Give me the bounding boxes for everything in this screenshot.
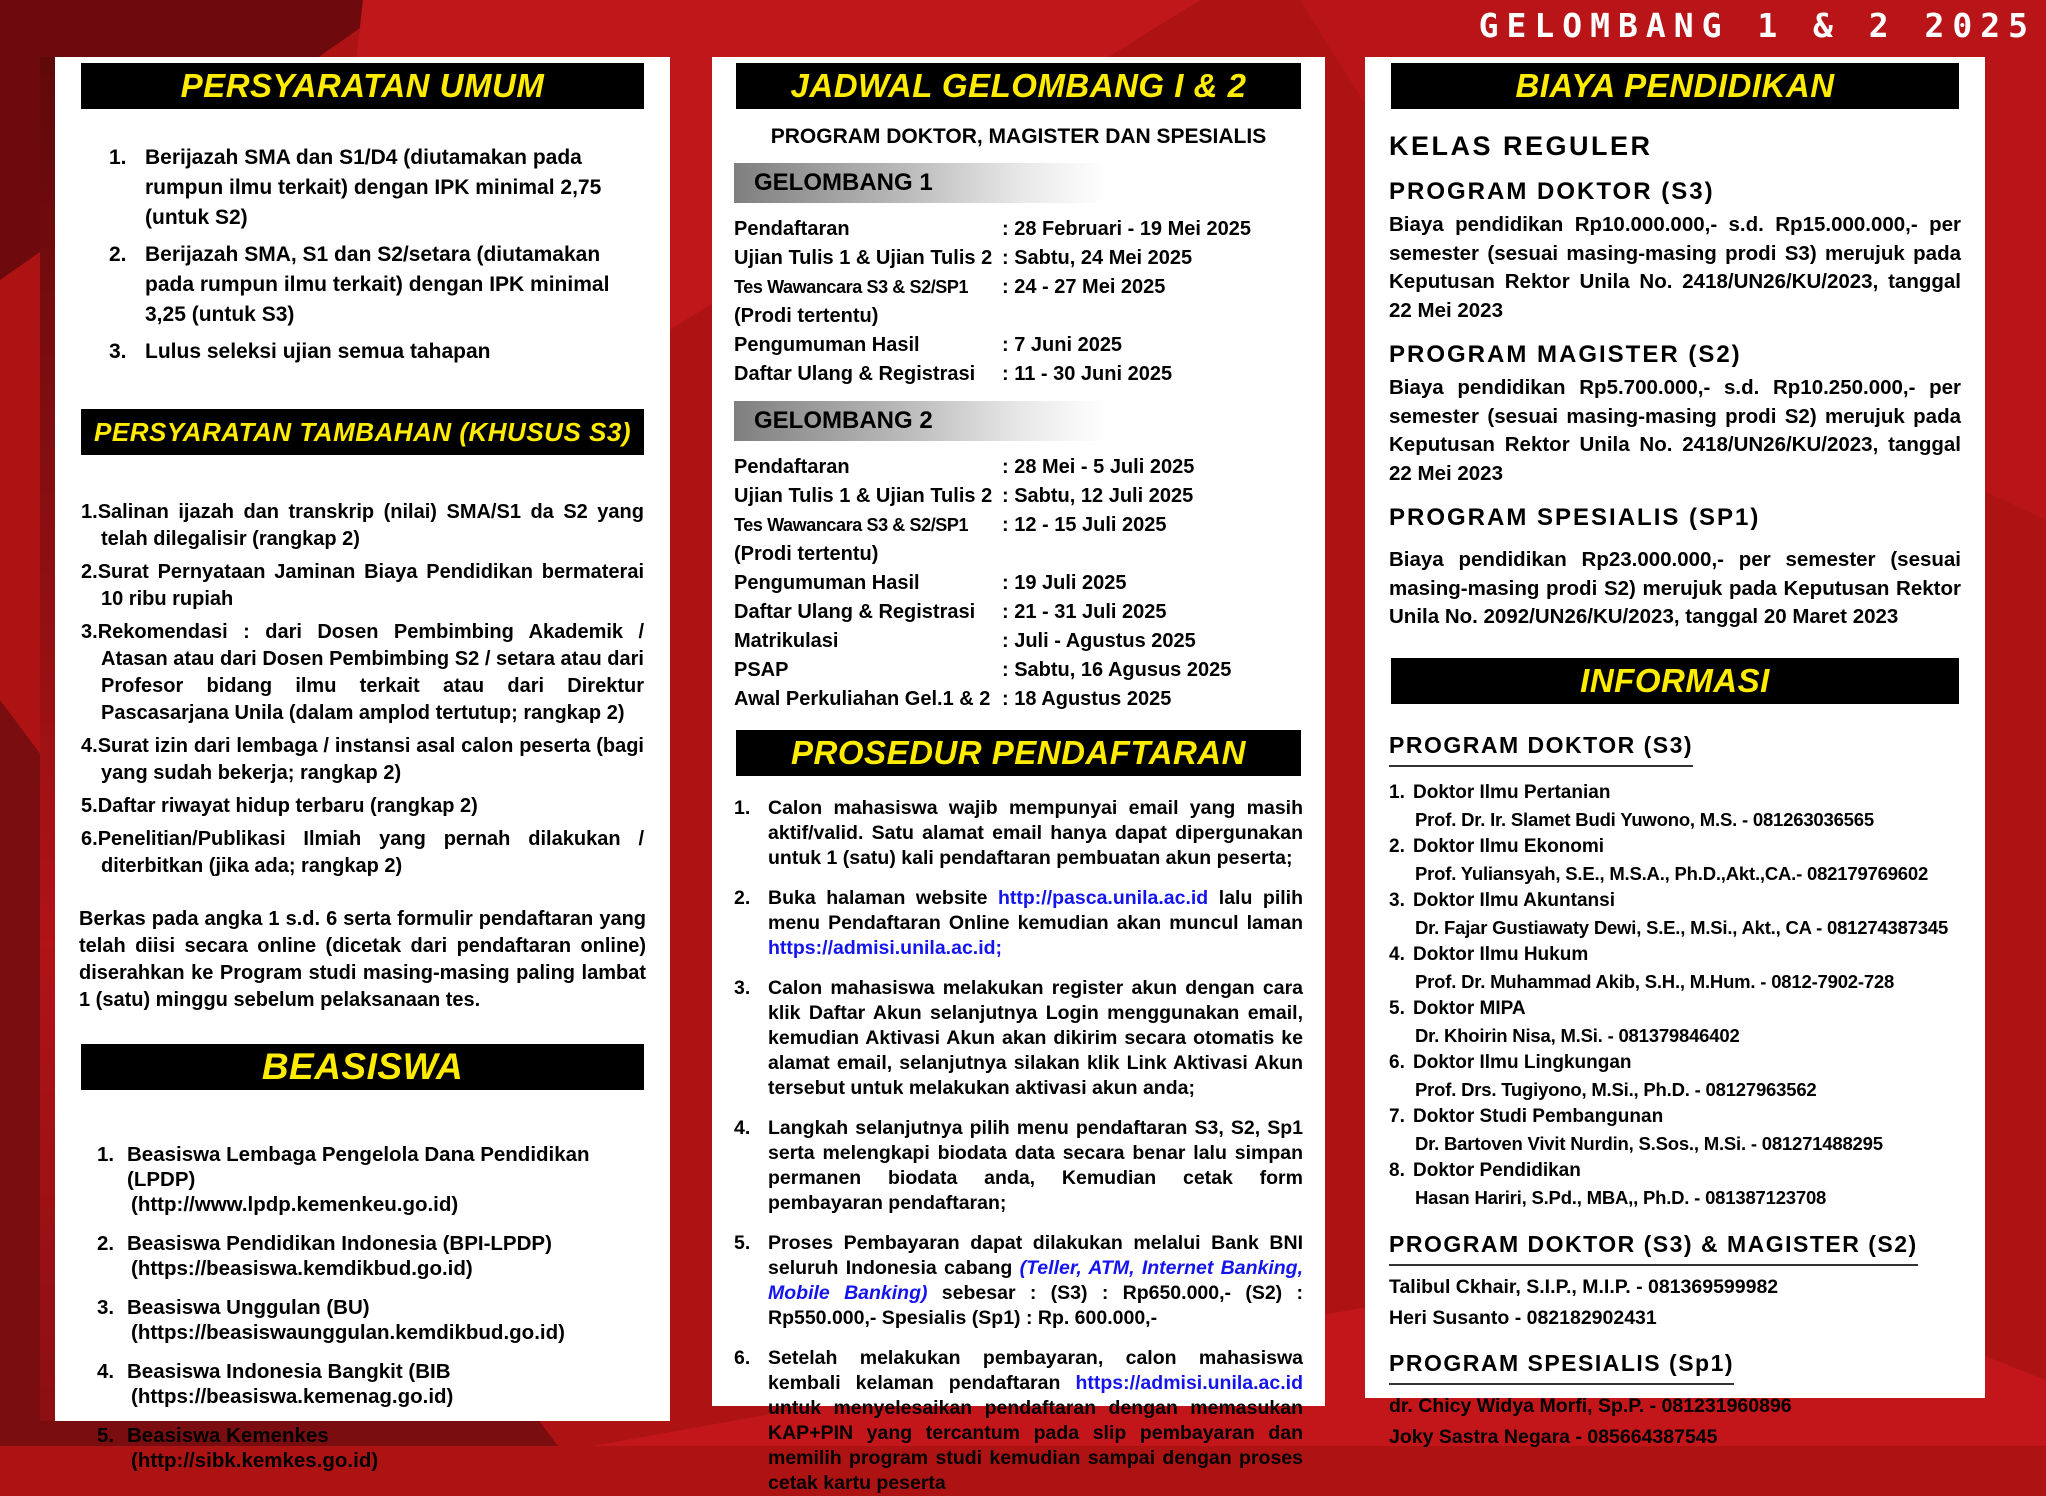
contact-entry [1389, 1157, 1961, 1211]
item-text: Doktor Ilmu Akuntansi [1413, 889, 1615, 911]
list-item [97, 1231, 646, 1281]
item-text: Beasiswa Unggulan (BU) [127, 1296, 370, 1319]
beasiswa-name [97, 1231, 646, 1256]
beasiswa-name [97, 1142, 646, 1192]
beasiswa-url: (https://beasiswaunggulan.kemdikbud.go.id) [131, 1321, 565, 1344]
section-title-biaya: BIAYA PENDIDIKAN [1391, 63, 1959, 109]
item-number: 4. [97, 1360, 115, 1383]
item-text: Beasiswa Kemenkes [127, 1424, 329, 1447]
item-number: 8. [1389, 1159, 1405, 1181]
section-title-jadwal: JADWAL GELOMBANG I & 2 [736, 63, 1301, 109]
item-text: Berijazah SMA, S1 dan S2/setara (diutamakan pada rumpun ilmu terkait) dengan IPK minimal 3,25 (untuk S3) [145, 243, 610, 326]
beasiswa-name [97, 1359, 646, 1384]
beasiswa-list [79, 1142, 646, 1473]
list-item [734, 886, 1303, 961]
row-value: : Sabtu, 24 Mei 2025 [1002, 247, 1193, 269]
contact-person: dr. Chicy Widya Morfi, Sp.P. - 081231960896 [1389, 1394, 1792, 1417]
text-segment: untuk menyelesaikan pendaftaran dengan memasukan KAP+PIN yang tercantum pada slip pembayaran dan memilih program studi kemudian sampai dengan proses cetak kartu peserta [768, 1397, 1303, 1494]
schedule-row [734, 685, 1303, 714]
item-number: 1. [734, 797, 751, 819]
list-item [109, 240, 632, 330]
item-number: 1. [97, 1143, 115, 1166]
item-number: 3. [734, 977, 751, 999]
item-number: 2. [97, 1232, 115, 1255]
row-label: Ujian Tulis 1 & Ujian Tulis 2 [734, 247, 993, 269]
beasiswa-url: (https://beasiswa.kemenag.go.id) [131, 1385, 454, 1408]
item-text: Penelitian/Publikasi Ilmiah yang pernah dilakukan / diterbitkan (jika ada; rangkap 2) [97, 828, 644, 877]
item-number: 5. [81, 795, 98, 817]
item-number: 1. [81, 501, 98, 523]
item-number: 3. [109, 340, 127, 363]
informasi-heading-doktor: PROGRAM DOKTOR (S3) [1389, 732, 1693, 767]
row-label [734, 511, 1002, 569]
list-item [109, 143, 632, 233]
item-number: 1. [1389, 781, 1405, 803]
schedule-row [734, 627, 1303, 656]
program-name [1389, 887, 1961, 914]
item-text: Lulus seleksi ujian semua tahapan [145, 340, 491, 363]
beasiswa-url: (http://sibk.kemkes.go.id) [131, 1449, 379, 1472]
panel-biaya-informasi [1365, 57, 1985, 1448]
item-text: Surat Pernyataan Jaminan Biaya Pendidikan bermaterai 10 ribu rupiah [97, 561, 644, 610]
list-item [81, 619, 644, 727]
item-text: Doktor Ilmu Lingkungan [1413, 1051, 1632, 1073]
item-number: 5. [97, 1424, 115, 1447]
row-label [734, 273, 1002, 331]
item-text: Doktor Ilmu Pertanian [1413, 781, 1611, 803]
text-segment: Langkah selanjutnya pilih menu pendaftaran S3, S2, Sp1 serta melengkapi biodata data secara benar lalu simpan permanen biodata anda, Kemudian cetak form pembayaran pendaftaran; [768, 1117, 1303, 1214]
biaya-heading-doktor: PROGRAM DOKTOR (S3) [1389, 178, 1715, 205]
row-label: Daftar Ulang & Registrasi [734, 363, 976, 385]
row-value: : 19 Juli 2025 [1002, 572, 1127, 594]
program-name [1389, 1103, 1961, 1130]
kelas-reguler-heading: KELAS REGULER [1389, 131, 1653, 161]
row-label-main: Tes Wawancara S3 & S2/SP1 [734, 277, 969, 297]
program-name [1389, 941, 1961, 968]
item-number: 6. [81, 828, 98, 850]
link-admisi-unila[interactable]: https://admisi.unila.ac.id [1075, 1372, 1303, 1394]
item-text [768, 976, 1303, 1101]
item-number: 2. [1389, 835, 1405, 857]
contact-person: Prof. Dr. Muhammad Akib, S.H., M.Hum. - 0812-7902-728 [1415, 970, 1895, 992]
list-item [734, 796, 1303, 871]
biaya-body-magister: Biaya pendidikan Rp5.700.000,- s.d. Rp10.250.000,- per semester (sesuai masing-masing prodi S2) merujuk pada Keputusan Rektor Unila No. 2418/UN26/KU/2023, tanggal 22 Mei 2023 [1389, 376, 1961, 485]
item-text [768, 1346, 1303, 1496]
item-number: 3. [81, 621, 98, 643]
row-value: : 28 Mei - 5 Juli 2025 [1002, 456, 1195, 478]
program-name [1389, 995, 1961, 1022]
item-number: 5. [734, 1232, 751, 1254]
panel-persyaratan [55, 57, 670, 1472]
biaya-heading-spesialis: PROGRAM SPESIALIS (SP1) [1389, 504, 1761, 531]
contact-person: Dr. Bartoven Vivit Nurdin, S.Sos., M.Si. - 081271488295 [1415, 1132, 1883, 1154]
list-item [97, 1142, 646, 1217]
contact-entry [1389, 995, 1961, 1049]
background-shape-left-strip [40, 57, 55, 1421]
program-name [1389, 1049, 1961, 1076]
list-item [81, 559, 644, 613]
item-number: 3. [97, 1296, 115, 1319]
informasi-heading-spesialis: PROGRAM SPESIALIS (Sp1) [1389, 1350, 1734, 1385]
biaya-body-doktor: Biaya pendidikan Rp10.000.000,- s.d. Rp15.000.000,- per semester (sesuai masing-masing prodi S3) merujuk pada Keputusan Rektor Unila No. 2418/UN26/KU/2023, tanggal 22 Mei 2023 [1389, 213, 1961, 322]
row-value: : 7 Juni 2025 [1002, 334, 1123, 356]
contact-person: Hasan Hariri, S.Pd., MBA,, Ph.D. - 081387123708 [1415, 1186, 1827, 1208]
row-label: Ujian Tulis 1 & Ujian Tulis 2 [734, 485, 993, 507]
item-text [768, 796, 1303, 871]
item-text: Salinan ijazah dan transkrip (nilai) SMA/S1 da S2 yang telah dilegalisir (rangkap 2) [97, 501, 644, 550]
item-text [768, 1116, 1303, 1216]
section-title-persyaratan-tambahan: PERSYARATAN TAMBAHAN (KHUSUS S3) [81, 409, 644, 455]
item-number: 2. [109, 243, 127, 266]
contact-person: Heri Susanto - 082182902431 [1389, 1306, 1657, 1329]
contact-entry [1389, 833, 1961, 887]
gelombang2-header: GELOMBANG 2 [734, 401, 1106, 441]
link-admisi-unila[interactable]: https://admisi.unila.ac.id; [768, 937, 1003, 959]
item-text: Doktor Studi Pembangunan [1413, 1105, 1664, 1127]
schedule-row [734, 656, 1303, 685]
list-item [734, 1116, 1303, 1216]
contact-entry [1389, 1049, 1961, 1103]
jadwal-subtitle: PROGRAM DOKTOR, MAGISTER DAN SPESIALIS [770, 125, 1267, 148]
row-label: Pengumuman Hasil [734, 334, 920, 356]
row-label-sub: (Prodi tertentu) [734, 305, 879, 327]
list-item [81, 733, 644, 787]
beasiswa-name [97, 1423, 646, 1448]
item-text: Rekomendasi : dari Dosen Pembimbing Akademik / Atasan atau dari Dosen Pembimbing S2 / setara atau dari Profesor bidang ilmu terkait atau dari Direktur Pascasarjana Unila (dalam amplod tertutup; rangkap 2) [97, 621, 644, 724]
item-text: Berijazah SMA dan S1/D4 (diutamakan pada rumpun ilmu terkait) dengan IPK minimal 2,75 (untuk S2) [145, 146, 602, 229]
row-value: : Sabtu, 16 Agusus 2025 [1002, 659, 1232, 681]
payment-channels-text: (Teller, ATM, Internet Banking, Mobile Banking) [768, 1257, 1303, 1304]
link-pasca-unila[interactable]: http://pasca.unila.ac.id [998, 887, 1209, 909]
item-text: Doktor Ilmu Ekonomi [1413, 835, 1605, 857]
biaya-body-spesialis: Biaya pendidikan Rp23.000.000,- per semester (sesuai masing-masing prodi S2) merujuk pada Keputusan Rektor Unila No. 2092/UN26/KU/2023, tanggal 20 Maret 2023 [1389, 548, 1961, 628]
schedule-row [734, 273, 1303, 331]
biaya-heading-magister: PROGRAM MAGISTER (S2) [1389, 341, 1742, 368]
contact-person: Prof. Yuliansyah, S.E., M.S.A., Ph.D.,Akt.,CA.- 082179769602 [1415, 862, 1929, 884]
list-item [97, 1359, 646, 1409]
list-item [734, 1346, 1303, 1496]
item-number: 4. [734, 1117, 751, 1139]
row-label-main: Tes Wawancara S3 & S2/SP1 [734, 515, 969, 535]
text-segment: Calon mahasiswa melakukan register akun dengan cara klik Daftar Akun selanjutnya Login menggunakan email, kemudian Aktivasi Akun akan dikirim secara otomatis ke alamat email, selanjutnya silakan klik Link Aktivasi Akun tersebut untuk melakukan aktivasi akun anda; [768, 977, 1303, 1099]
item-text: Surat izin dari lembaga / instansi asal calon peserta (bagi yang sudah bekerja; rangkap 2) [97, 735, 644, 784]
beasiswa-url: (http://www.lpdp.kemenkeu.go.id) [131, 1193, 459, 1216]
row-value: : 11 - 30 Juni 2025 [1002, 363, 1173, 385]
persyaratan-umum-list [79, 143, 646, 367]
row-value: : 18 Agustus 2025 [1002, 688, 1172, 710]
section-title-beasiswa: BEASISWA [81, 1044, 644, 1090]
contact-person: Prof. Drs. Tugiyono, M.Si., Ph.D. - 08127963562 [1415, 1078, 1817, 1100]
item-text: Doktor Pendidikan [1413, 1159, 1581, 1181]
banner-gelombang: GELOMBANG 1 & 2 2025 [1478, 6, 2036, 45]
row-label: Awal Perkuliahan Gel.1 & 2 [734, 688, 991, 710]
schedule-row [734, 598, 1303, 627]
text-segment: Buka halaman website [768, 887, 998, 909]
informasi-doktor-list [1389, 779, 1961, 1211]
contact-entry [1389, 1103, 1961, 1157]
program-name [1389, 779, 1961, 806]
contact-entry [1389, 887, 1961, 941]
row-value: : Juli - Agustus 2025 [1002, 630, 1196, 652]
item-text [768, 886, 1303, 961]
row-value: : 24 - 27 Mei 2025 [1002, 276, 1166, 298]
row-label: Pendaftaran [734, 218, 850, 240]
contact-person: Joky Sastra Negara - 085664387545 [1389, 1425, 1718, 1448]
item-text: Beasiswa Lembaga Pengelola Dana Pendidikan (LPDP) [127, 1143, 590, 1191]
schedule-row [734, 360, 1303, 389]
text-segment: Setelah melakukan pembayaran, calon mahasiswa kembali kelaman pendaftaran [768, 1347, 1303, 1394]
schedule-row [734, 453, 1303, 482]
schedule-row [734, 215, 1303, 244]
beasiswa-url: (https://beasiswa.kemdikbud.go.id) [131, 1257, 473, 1280]
list-item [81, 826, 644, 880]
list-item [81, 793, 644, 820]
beasiswa-name [97, 1295, 646, 1320]
item-number: 3. [1389, 889, 1405, 911]
contact-person: Dr. Khoirin Nisa, M.Si. - 081379846402 [1415, 1024, 1740, 1046]
list-item [97, 1423, 646, 1473]
item-text: Beasiswa Indonesia Bangkit (BIB [127, 1360, 451, 1383]
text-segment: Proses Pembayaran dapat dilakukan melalui Bank BNI seluruh Indonesia cabang [768, 1232, 1303, 1279]
item-number: 7. [1389, 1105, 1405, 1127]
row-label: Matrikulasi [734, 630, 839, 652]
list-item [734, 1231, 1303, 1331]
contact-person: Prof. Dr. Ir. Slamet Budi Yuwono, M.S. - 081263036565 [1415, 808, 1874, 830]
gelombang2-schedule [734, 453, 1303, 714]
gelombang1-header: GELOMBANG 1 [734, 163, 1106, 203]
row-value: : Sabtu, 12 Juli 2025 [1002, 485, 1194, 507]
item-text: Daftar riwayat hidup terbaru (rangkap 2) [97, 795, 478, 817]
section-title-persyaratan-umum: PERSYARATAN UMUM [81, 63, 644, 109]
schedule-row [734, 482, 1303, 511]
item-number: 1. [109, 146, 127, 169]
item-text [768, 1231, 1303, 1331]
program-name [1389, 833, 1961, 860]
item-number: 2. [734, 887, 751, 909]
persyaratan-tambahan-list [79, 499, 646, 880]
section-title-prosedur: PROSEDUR PENDAFTARAN [736, 730, 1301, 776]
row-value: : 21 - 31 Juli 2025 [1002, 601, 1167, 623]
item-number: 4. [1389, 943, 1405, 965]
item-number: 5. [1389, 997, 1405, 1019]
contact-entry [1389, 779, 1961, 833]
item-number: 6. [1389, 1051, 1405, 1073]
section-title-informasi: INFORMASI [1391, 658, 1959, 704]
contact-person: Dr. Fajar Gustiawaty Dewi, S.E., M.Si., Akt., CA - 081274387345 [1415, 916, 1949, 938]
row-value: : 28 Februari - 19 Mei 2025 [1002, 218, 1252, 240]
text-segment: Calon mahasiswa wajib mempunyai email yang masih aktif/valid. Satu alamat email hanya dapat dipergunakan untuk 1 (satu) kali pendaftaran pembuatan akun peserta; [768, 797, 1303, 869]
row-value: : 12 - 15 Juli 2025 [1002, 514, 1167, 536]
row-label: PSAP [734, 659, 789, 681]
gelombang1-schedule [734, 215, 1303, 389]
schedule-row [734, 511, 1303, 569]
list-item [81, 499, 644, 553]
informasi-heading-doktor-magister: PROGRAM DOKTOR (S3) & MAGISTER (S2) [1389, 1231, 1918, 1266]
item-number: 6. [734, 1347, 751, 1369]
row-label-sub: (Prodi tertentu) [734, 543, 879, 565]
item-text: Doktor MIPA [1413, 997, 1526, 1019]
program-name [1389, 1157, 1961, 1184]
prosedur-list [734, 796, 1303, 1496]
item-text: Beasiswa Pendidikan Indonesia (BPI-LPDP) [127, 1232, 552, 1255]
schedule-row [734, 244, 1303, 273]
persyaratan-note: Berkas pada angka 1 s.d. 6 serta formulir pendaftaran yang telah diisi secara online (dicetak dari pendaftaran online) diserahkan ke Program studi masing-masing paling lambat 1 (satu) minggu sebelum pelaksanaan tes. [79, 908, 646, 1011]
item-number: 4. [81, 735, 98, 757]
row-label: Daftar Ulang & Registrasi [734, 601, 976, 623]
item-text: Doktor Ilmu Hukum [1413, 943, 1589, 965]
schedule-row [734, 569, 1303, 598]
text-segment: sebesar : (S3) : Rp650.000,- (S2) : Rp550.000,- Spesialis (Sp1) : Rp. 600.000,- [768, 1282, 1303, 1329]
schedule-row [734, 331, 1303, 360]
contact-entry [1389, 941, 1961, 995]
item-number: 2. [81, 561, 98, 583]
row-label: Pengumuman Hasil [734, 572, 920, 594]
list-item [109, 337, 632, 367]
list-item [734, 976, 1303, 1101]
row-label: Pendaftaran [734, 456, 850, 478]
panel-jadwal-prosedur [712, 57, 1325, 1494]
list-item [97, 1295, 646, 1345]
contact-person: Talibul Ckhair, S.I.P., M.I.P. - 081369599982 [1389, 1275, 1779, 1298]
text-segment: lalu pilih menu Pendaftaran Online kemudian akan muncul laman [768, 887, 1303, 934]
